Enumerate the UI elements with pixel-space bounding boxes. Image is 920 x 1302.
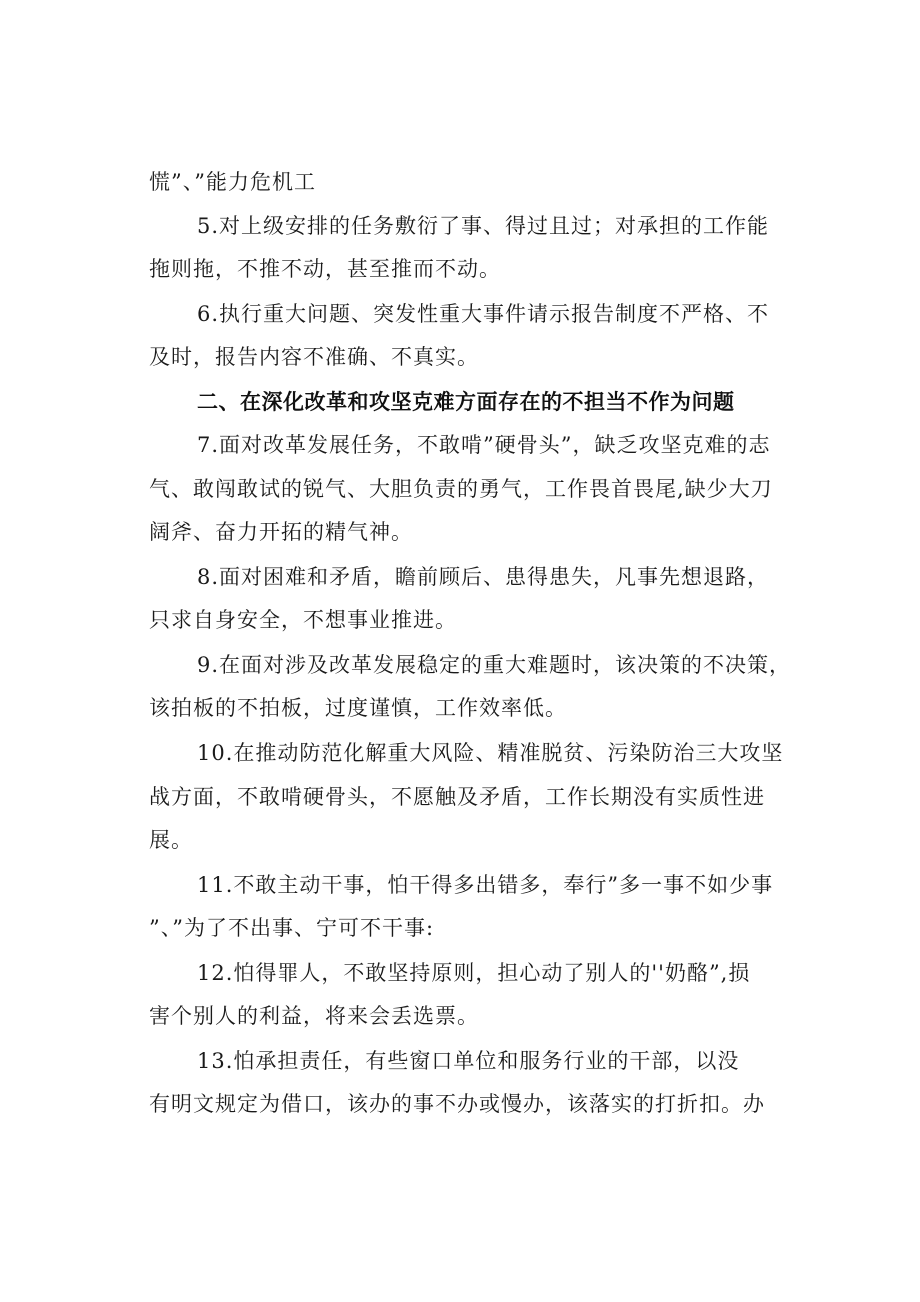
text-line: 拖则拖，不推不动，甚至推而不动。 bbox=[149, 257, 501, 281]
text-line: 12.怕得罪人，不敢坚持原则，担心动了别人的''奶酪”,损 bbox=[197, 961, 751, 985]
text-line: 该拍板的不拍板，过度谨慎，工作效率低。 bbox=[149, 696, 567, 720]
text-line: 展。 bbox=[149, 828, 193, 852]
text-line: 战方面，不敢啃硬骨头，不愿触及矛盾，工作长期没有实质性进 bbox=[149, 785, 765, 809]
text-line: 13.怕承担责任，有些窗口单位和服务行业的干部，以没 bbox=[197, 1049, 740, 1073]
text-line: 8.面对困难和矛盾，瞻前顾后、患得患失，凡事先想退路， bbox=[197, 565, 770, 589]
section-heading: 二、在深化改革和攻坚克难方面存在的不担当不作为问题 bbox=[197, 390, 735, 414]
text-line: 及时，报告内容不准确、不真实。 bbox=[149, 345, 479, 369]
text-line: 阔斧、奋力开拓的精气神。 bbox=[149, 520, 413, 544]
text-line: 5.对上级安排的任务敷衍了事、得过且过；对承担的工作能 bbox=[197, 214, 770, 238]
text-line: 害个别人的利益，将来会丢选票。 bbox=[149, 1004, 479, 1028]
text-line: 10.在推动防范化解重大风险、精准脱贫、污染防治三大攻坚 bbox=[197, 741, 784, 765]
text-line: 7.面对改革发展任务，不敢啃”硬骨头”，缺乏攻坚克难的志 bbox=[197, 433, 771, 457]
text-line: 6.执行重大问题、突发性重大事件请示报告制度不严格、不 bbox=[197, 302, 770, 326]
text-line: 11.不敢主动干事，怕干得多出错多，奉行”多一事不如少事 bbox=[197, 873, 774, 897]
text-line: ”、”为了不出事、宁可不干事: bbox=[149, 916, 435, 940]
text-line: 有明文规定为借口，该办的事不办或慢办，该落实的打折扣。办 bbox=[149, 1092, 765, 1116]
text-line: 慌”、”能力危机工 bbox=[149, 170, 316, 194]
text-line: 9.在面对涉及改革发展稳定的重大难题时，该决策的不决策， bbox=[197, 653, 792, 677]
text-line: 只求自身安全，不想事业推进。 bbox=[149, 608, 457, 632]
text-line: 气、敢闯敢试的锐气、大胆负责的勇气，工作畏首畏尾,缺少大刀 bbox=[149, 477, 773, 501]
